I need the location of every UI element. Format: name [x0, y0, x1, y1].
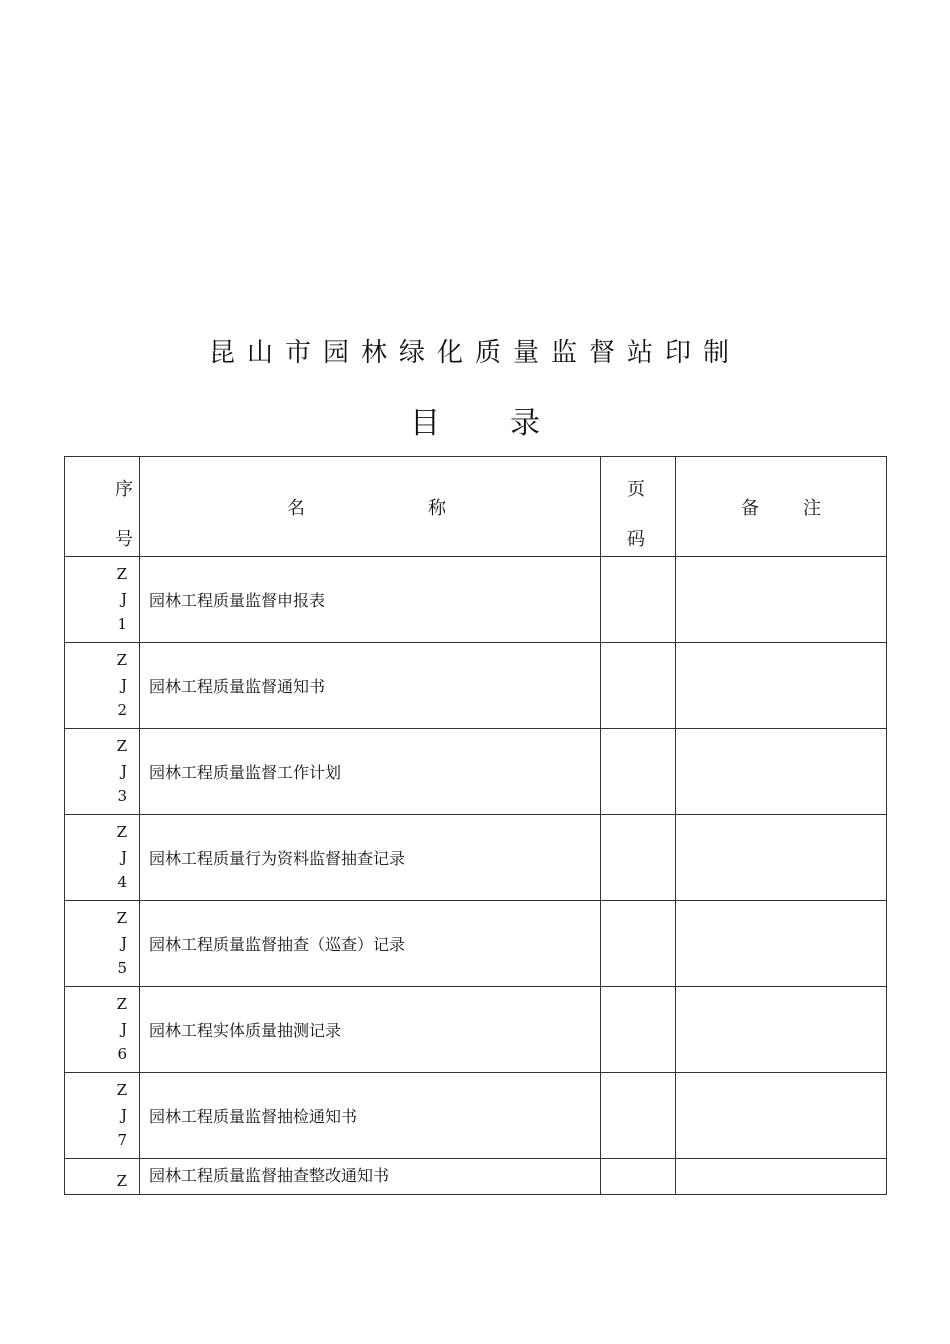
- header-seq-bottom: 号: [115, 529, 133, 550]
- row-note: [676, 1159, 887, 1195]
- header-name: [140, 457, 601, 557]
- row-page: [601, 987, 676, 1073]
- header-page-bottom: 码: [627, 529, 645, 550]
- row-note: [676, 901, 887, 987]
- row-page: [601, 901, 676, 987]
- toc-table: [64, 456, 887, 1195]
- row-seq: [65, 1159, 140, 1195]
- toc-title-left: 目: [410, 406, 440, 441]
- row-seq-char: 5: [117, 959, 127, 977]
- row-seq-char: 4: [117, 873, 127, 891]
- row-seq-char: 2: [117, 701, 127, 719]
- row-seq-char: J: [120, 762, 127, 780]
- row-seq-char: J: [120, 1106, 127, 1124]
- table-row: [65, 557, 887, 643]
- row-name: 园林工程质量监督抽查整改通知书: [140, 1159, 601, 1195]
- publisher-line: 昆山市园林绿化质量监督站印制: [208, 338, 741, 368]
- row-seq: [65, 815, 140, 901]
- header-row: [65, 457, 887, 557]
- row-name: 园林工程质量监督通知书: [140, 643, 601, 729]
- row-page: [601, 1073, 676, 1159]
- header-seq: [65, 457, 140, 557]
- header-page-top: 页: [627, 479, 645, 500]
- header-name-left: 名: [287, 497, 305, 519]
- toc-body: [65, 557, 887, 1195]
- row-seq-char: Z: [116, 995, 127, 1013]
- row-seq: [65, 729, 140, 815]
- toc-title: [0, 398, 950, 442]
- header-note-right: 注: [803, 497, 821, 519]
- row-seq: [65, 1073, 140, 1159]
- row-page: [601, 557, 676, 643]
- row-note: [676, 557, 887, 643]
- row-seq-char: Z: [116, 651, 127, 669]
- table-row: [65, 643, 887, 729]
- row-name: 园林工程质量监督抽查（巡查）记录: [140, 901, 601, 987]
- row-name: 园林工程质量监督抽检通知书: [140, 1073, 601, 1159]
- row-seq: [65, 557, 140, 643]
- row-note: [676, 1073, 887, 1159]
- row-seq-char: J: [120, 848, 127, 866]
- row-note: [676, 643, 887, 729]
- row-seq-char: Z: [116, 1081, 127, 1099]
- header-seq-top: 序: [115, 479, 133, 500]
- header-note-left: 备: [741, 497, 759, 519]
- table-row: [65, 901, 887, 987]
- header-page: [601, 457, 676, 557]
- table-row: [65, 815, 887, 901]
- row-seq-char: Z: [116, 737, 127, 755]
- row-page: [601, 643, 676, 729]
- row-seq-char: 3: [117, 787, 127, 805]
- row-seq: [65, 901, 140, 987]
- table-row: [65, 1073, 887, 1159]
- toc-title-right: 录: [510, 406, 540, 441]
- row-note: [676, 815, 887, 901]
- table-row: [65, 1159, 887, 1195]
- row-seq-char: 7: [117, 1131, 127, 1149]
- table-row: [65, 729, 887, 815]
- header-name-right: 称: [428, 497, 446, 519]
- row-seq-char: J: [120, 676, 127, 694]
- row-seq: [65, 643, 140, 729]
- row-seq-char: Z: [116, 909, 127, 927]
- row-name: 园林工程质量监督工作计划: [140, 729, 601, 815]
- row-name: 园林工程实体质量抽测记录: [140, 987, 601, 1073]
- row-name: 园林工程质量行为资料监督抽查记录: [140, 815, 601, 901]
- row-seq-char: Z: [116, 823, 127, 841]
- row-seq-char: Z: [116, 1172, 127, 1190]
- row-page: [601, 815, 676, 901]
- row-note: [676, 987, 887, 1073]
- row-name: 园林工程质量监督申报表: [140, 557, 601, 643]
- row-seq-char: J: [120, 1020, 127, 1038]
- row-seq-char: Z: [116, 565, 127, 583]
- row-note: [676, 729, 887, 815]
- row-seq-char: J: [120, 934, 127, 952]
- row-seq-char: J: [120, 590, 127, 608]
- row-seq-char: 6: [117, 1045, 127, 1063]
- row-seq: [65, 987, 140, 1073]
- row-seq-char: 1: [117, 615, 127, 633]
- row-page: [601, 729, 676, 815]
- row-page: [601, 1159, 676, 1195]
- header-note: [676, 457, 887, 557]
- table-row: [65, 987, 887, 1073]
